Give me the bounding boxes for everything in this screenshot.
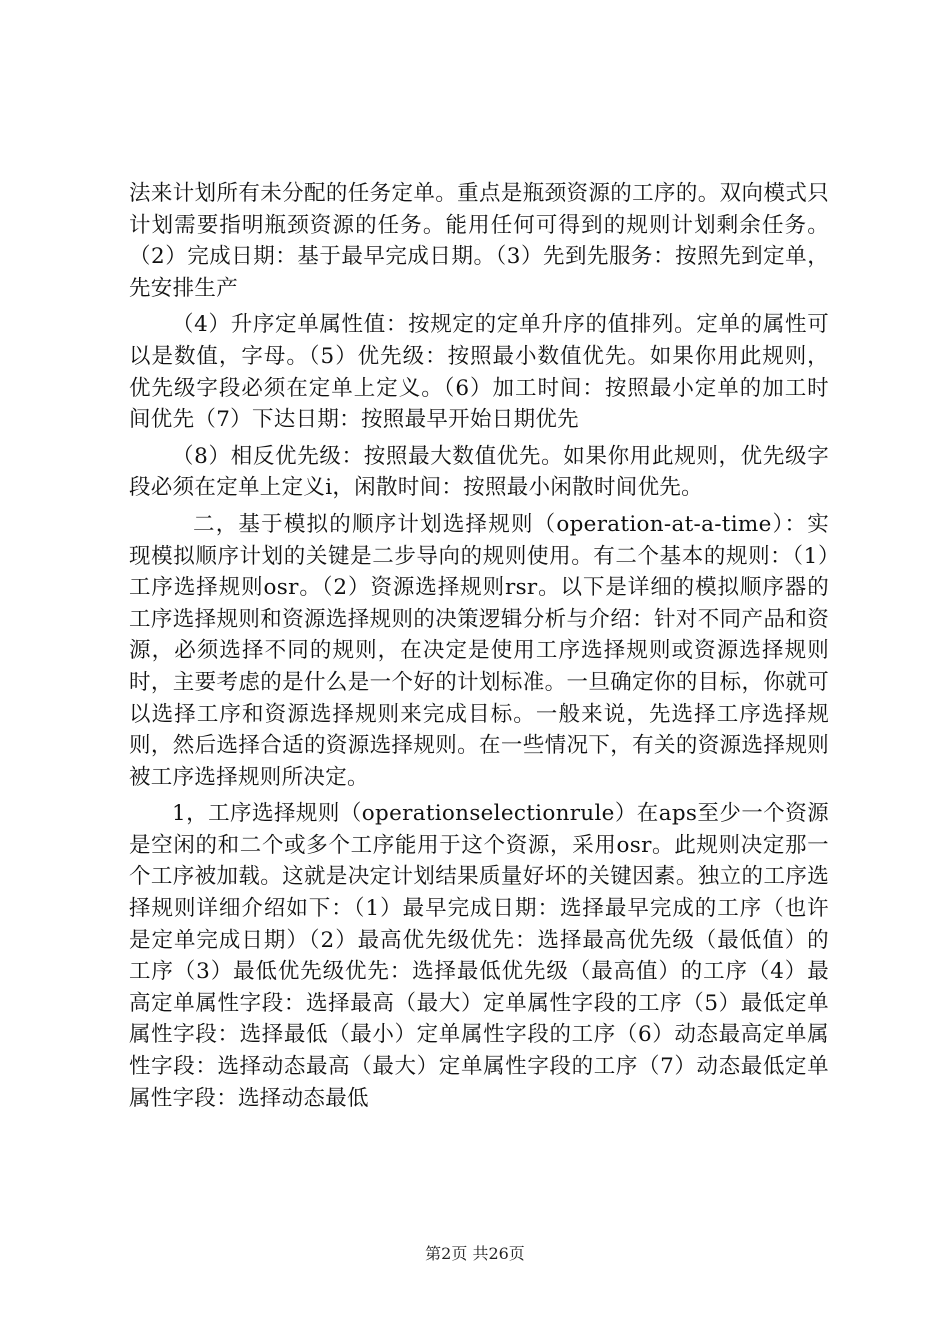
document-body (129, 178, 829, 1119)
page-footer (0, 1241, 950, 1264)
paragraph-4: 二，基于模拟的顺序计划选择规则（operation-at-a-time）：实现模拟顺序计划的关键是二步导向的规则使用。有二个基本的规则：（1）工序选择规则osr。（2）资源选择规则rsr。以下是详细的模拟顺序器的工序选择规则和资源选择规则的决策逻辑分析与介绍：针对不同产品和资源，必须选择不同的规则，在决定是使用工序选择规则或资源选择规则时，主要考虑的是什么是一个好的计划标准。一旦确定你的目标，你就可以选择工序和资源选择规则来完成目标。一般来说，先选择工序选择规则，然后选择合适的资源选择规则。在一些情况下，有关的资源选择规则被工序选择规则所决定。 (129, 511, 829, 790)
paragraph-1: 法来计划所有未分配的任务定单。重点是瓶颈资源的工序的。双向模式只计划需要指明瓶颈资源的任务。能用任何可得到的规则计划剩余任务。（2）完成日期：基于最早完成日期。（3）先到先服务：按照先到定单，先安排生产 (129, 181, 829, 301)
page-number-label: 第2页 共26页 (425, 1244, 525, 1263)
paragraph-2: （4）升序定单属性值：按规定的定单升序的值排列。定单的属性可以是数值，字母。（5）优先级：按照最小数值优先。如果你用此规则，优先级字段必须在定单上定义。（6）加工时间：按照最小定单的加工时间优先（7）下达日期：按照最早开始日期优先 (129, 312, 829, 433)
paragraph-3: （8）相反优先级：按照最大数值优先。如果你用此规则，优先级字段必须在定单上定义i，闲散时间：按照最小闲散时间优先。 (129, 443, 829, 501)
paragraph-5: 1，工序选择规则（operationselectionrule）在aps至少一个资源是空闲的和二个或多个工序能用于这个资源，采用osr。此规则决定那一个工序被加载。这就是决定计划结果质量好坏的关键因素。独立的工序选择规则详细介绍如下：（1）最早完成日期：选择最早完成的工序（也许是定单完成日期）（2）最高优先级优先：选择最高优先级（最低值）的工序（3）最低优先级优先：选择最低优先级（最高值）的工序（4）最高定单属性字段：选择最高（最大）定单属性字段的工序（5）最低定单属性字段：选择最低（最小）定单属性字段的工序（6）动态最高定单属性字段：选择动态最高（最大）定单属性字段的工序（7）动态最低定单属性字段：选择动态最低 (129, 801, 829, 1111)
